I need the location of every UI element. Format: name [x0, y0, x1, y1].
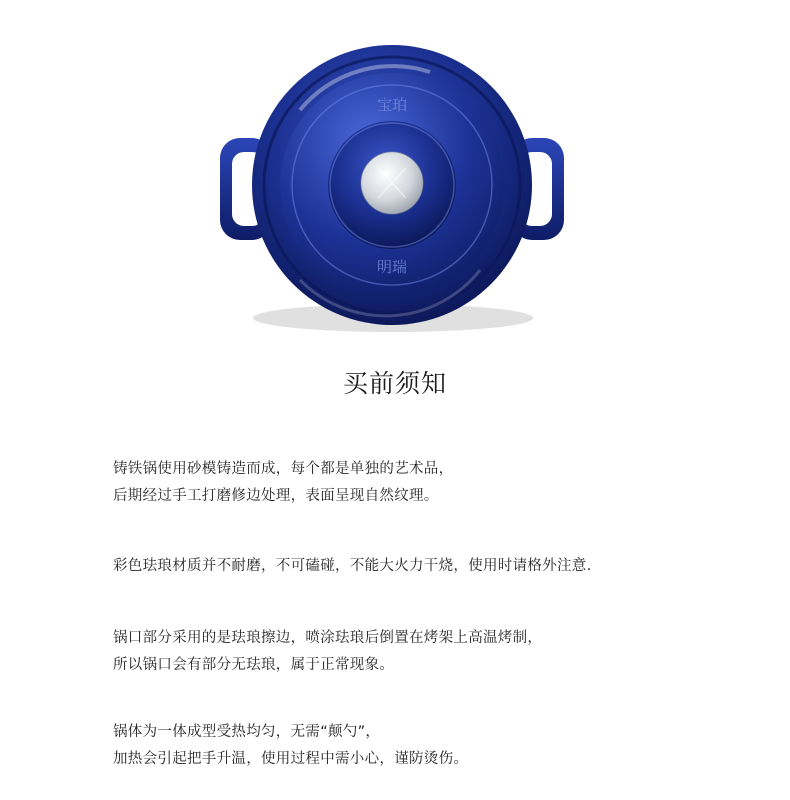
lid-emboss-top: 宝珀 [376, 96, 408, 114]
note-line: 加热会引起把手升温，使用过程中需小心，谨防烫伤。 [113, 751, 469, 767]
note-line: 锅体为一体成型受热均匀，无需“颠勺”， [113, 724, 381, 740]
note-line: 锅口部分采用的是珐琅擦边，喷涂珐琅后倒置在烤架上高温烤制， [113, 630, 543, 646]
note-line: 所以锅口会有部分无珐琅，属于正常现象。 [113, 657, 395, 673]
note-line: 彩色珐琅材质并不耐磨，不可磕碰，不能大火力干烧，使用时请格外注意. [113, 558, 592, 574]
cast-iron-pot-illustration [0, 0, 790, 340]
note-paragraph [113, 456, 453, 510]
note-paragraph [113, 719, 468, 773]
product-image [0, 0, 790, 340]
note-line: 铸铁锅使用砂模铸造而成，每个都是单独的艺术品， [113, 461, 454, 477]
note-paragraph [113, 625, 542, 679]
page-title: 买前须知 [342, 369, 447, 398]
note-line: 后期经过手工打磨修边处理，表面呈现自然纹理。 [113, 488, 439, 504]
lid-emboss-bottom: 明瑞 [376, 258, 408, 276]
note-paragraph [113, 553, 592, 580]
